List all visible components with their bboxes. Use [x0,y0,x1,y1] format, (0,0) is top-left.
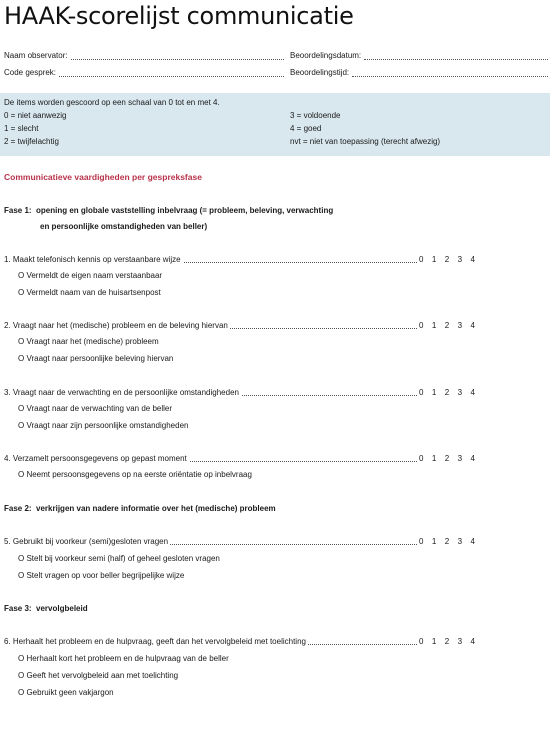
phase-2-heading [4,504,276,513]
item-4-text: 4. Verzamelt persoonsgegevens op gepast moment [4,454,187,463]
item-6-scores[interactable]: 0 1 2 3 4 [419,637,475,646]
phase-1-title: opening en globale vaststelling inbelvraag (= probleem, beleving, verwachting [36,206,334,215]
scale-1: 1 = slecht [4,124,39,133]
scale-3: 3 = voldoende [290,111,341,120]
section-title: Communicatieve vaardigheden per gespreksfase [4,172,202,182]
item-1-sub-2: O Vermeldt naam van de huisartsenpost [18,288,161,297]
item-5-sub-1: O Stelt bij voorkeur semi (half) of geheel gesloten vragen [18,554,220,563]
phase-1-title-cont: en persoonlijke omstandigheden van beller) [40,222,208,231]
item-4 [4,454,475,465]
item-1-sub-1: O Vermeldt de eigen naam verstaanbaar [18,271,163,280]
item-1 [4,255,475,266]
item-3-sub-1: O Vraagt naar de verwachting van de beller [18,404,173,413]
item-2-sub-2: O Vraagt naar persoonlijke beleving hiervan [18,354,174,363]
item-5 [4,537,475,548]
item-3-text: 3. Vraagt naar de verwachting en de persoonlijke omstandigheden [4,388,239,397]
phase-1-heading [4,206,333,215]
scale-2: 2 = twijfelachtig [4,137,59,146]
item-1-scores[interactable]: 0 1 2 3 4 [419,255,475,264]
item-6-sub-1: O Herhaalt kort het probleem en de hulpvraag van de beller [18,654,229,663]
item-6-sub-2: O Geeft het vervolgbeleid aan met toelichting [18,671,179,680]
date-label: Beoordelingsdatum: [290,51,362,60]
scale-info-box [0,93,550,156]
page-title: HAAK-scorelijst communicatie [4,2,354,30]
item-5-scores[interactable]: 0 1 2 3 4 [419,537,475,546]
phase-2-title: verkrijgen van nadere informatie over het (medische) probleem [36,504,276,513]
item-6-sub-3: O Gebruikt geen vakjargon [18,688,114,697]
observer-label: Naam observator: [4,51,68,60]
item-2-sub-1: O Vraagt naar het (medische) probleem [18,337,159,346]
item-6-text: 6. Herhaalt het probleem en de hulpvraag, geeft dan het vervolgbeleid met toelichting [4,637,306,646]
observer-field[interactable] [4,51,284,60]
phase-3-title: vervolgbeleid [36,604,88,613]
scale-4: 4 = goed [290,124,322,133]
item-4-scores[interactable]: 0 1 2 3 4 [419,454,475,463]
scale-0: 0 = niet aanwezig [4,111,67,120]
phase-1-label: Fase 1: [4,206,32,215]
scale-intro: De items worden gescoord op een schaal van 0 tot en met 4. [4,98,220,107]
item-5-sub-2: O Stelt vragen op voor beller begrijpelijke wijze [18,571,185,580]
item-2-text: 2. Vraagt naar het (medische) probleem en de beleving hiervan [4,321,228,330]
date-field[interactable] [290,51,548,60]
item-6 [4,637,475,648]
item-3-scores[interactable]: 0 1 2 3 4 [419,388,475,397]
code-field[interactable] [4,68,284,77]
item-1-text: 1. Maakt telefonisch kennis op verstaanbare wijze [4,255,181,264]
scale-nvt: nvt = niet van toepassing (terecht afwezig) [290,137,441,146]
item-3-sub-2: O Vraagt naar zijn persoonlijke omstandigheden [18,421,189,430]
phase-3-heading [4,604,88,613]
item-2-scores[interactable]: 0 1 2 3 4 [419,321,475,330]
code-label: Code gesprek: [4,68,57,77]
time-field[interactable] [290,68,548,77]
phase-2-label: Fase 2: [4,504,32,513]
item-5-text: 5. Gebruikt bij voorkeur (semi)gesloten vragen [4,537,169,546]
phase-3-label: Fase 3: [4,604,32,613]
item-4-sub-1: O Neemt persoonsgegevens op na eerste oriëntatie op inbelvraag [18,470,252,479]
time-label: Beoordelingstijd: [290,68,350,77]
item-3 [4,388,475,399]
item-2 [4,321,475,332]
